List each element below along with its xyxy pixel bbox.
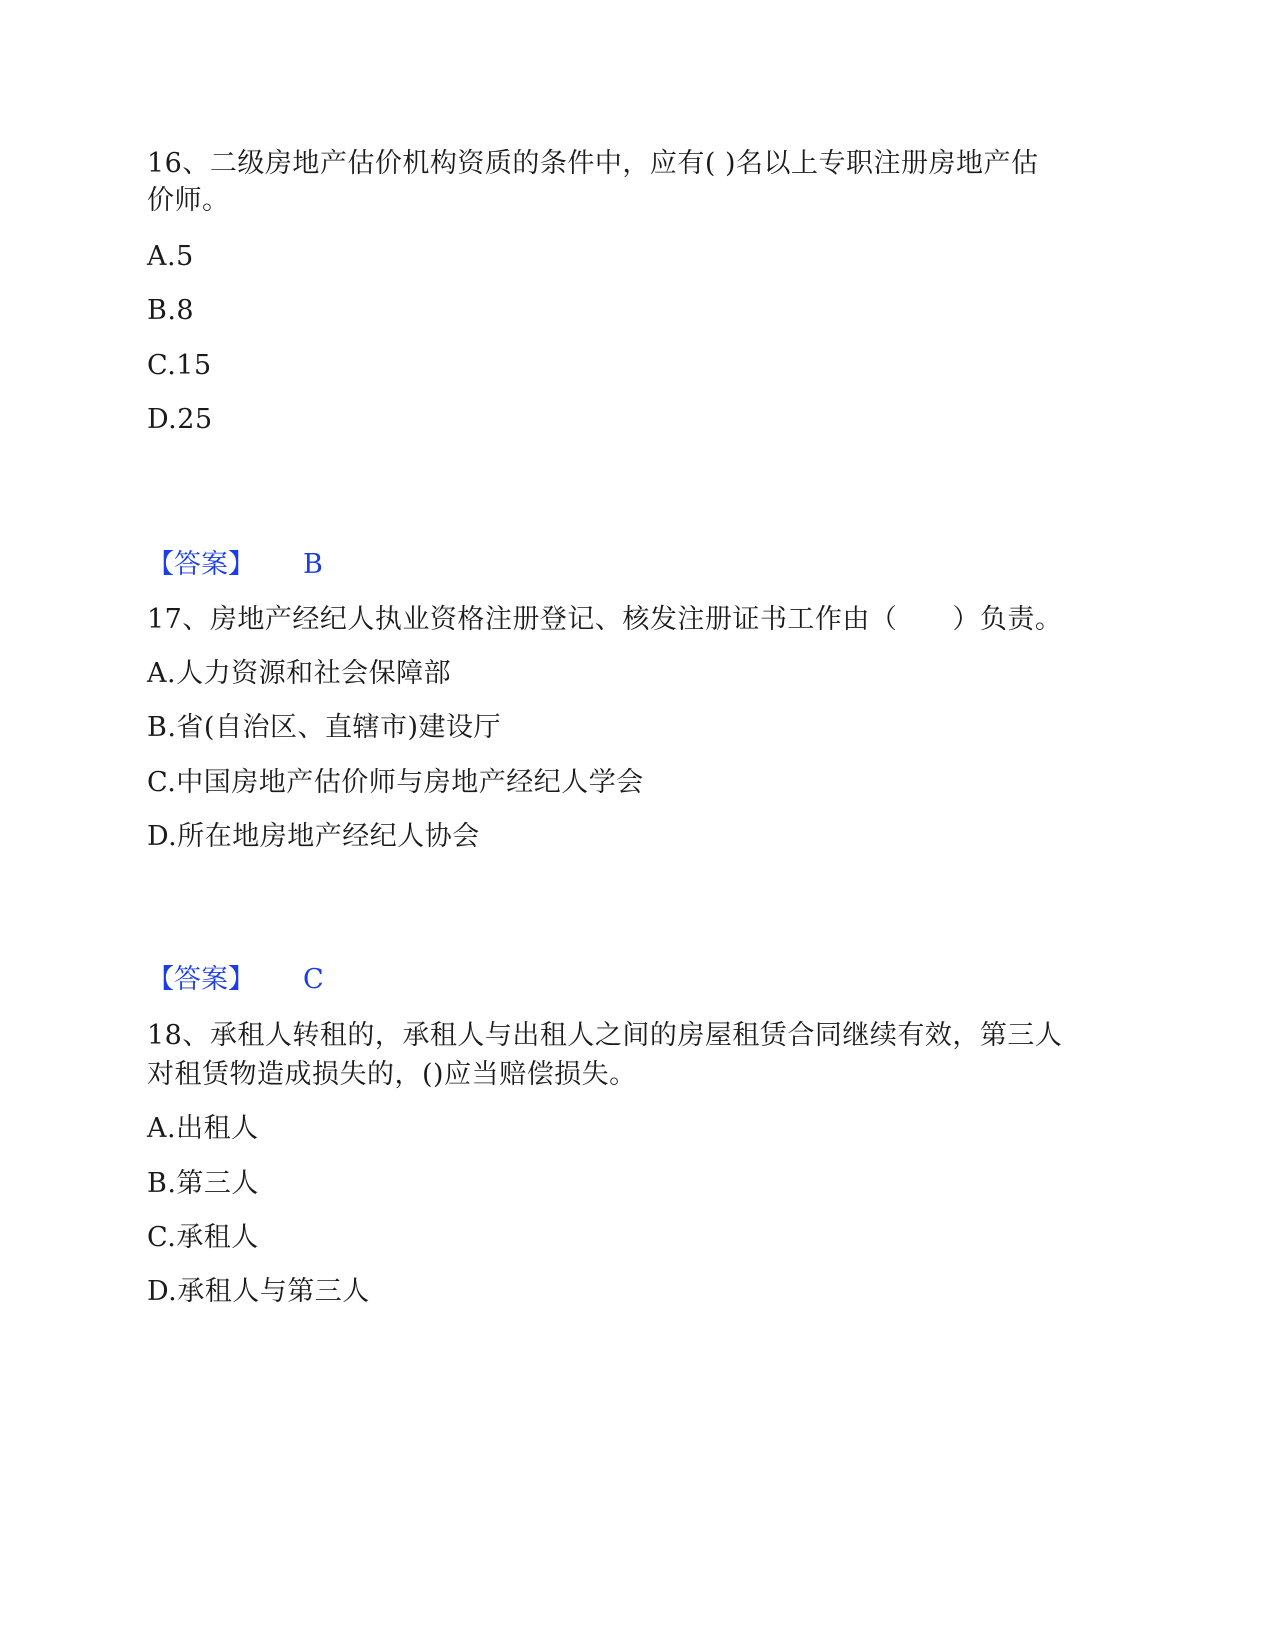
- answer-value: C: [303, 964, 324, 995]
- question-17-option-c: C.中国房地产估价师与房地产经纪人学会: [147, 767, 644, 798]
- question-16-option-a: A.5: [147, 241, 194, 272]
- question-18-option-a: A.出租人: [147, 1113, 259, 1144]
- answer-label: 【答案】: [147, 964, 255, 995]
- question-16-option-c: C.15: [147, 350, 212, 381]
- question-17-option-a: A.人力资源和社会保障部: [147, 658, 452, 689]
- question-16-option-d: D.25: [147, 404, 213, 435]
- question-17-stem-line-1: 17、房地产经纪人执业资格注册登记、核发注册证书工作由（ ）负责。: [147, 604, 1063, 635]
- question-18-option-b: B.第三人: [147, 1168, 259, 1199]
- question-18-option-c: C.承租人: [147, 1222, 259, 1253]
- question-16-option-b: B.8: [147, 295, 195, 326]
- question-17-answer: [147, 961, 324, 999]
- question-16-stem-line-2: 价师。: [147, 185, 230, 216]
- question-18-stem-line-2: 对租赁物造成损失的，()应当赔偿损失。: [147, 1059, 637, 1090]
- question-18-option-d: D.承租人与第三人: [147, 1276, 370, 1307]
- answer-value: B: [303, 549, 323, 580]
- question-16-answer: [147, 546, 323, 584]
- question-17-option-b: B.省(自治区、直辖市)建设厅: [147, 712, 501, 743]
- answer-label: 【答案】: [147, 549, 255, 580]
- question-17-option-d: D.所在地房地产经纪人协会: [147, 821, 480, 852]
- question-18-stem-line-1: 18、承租人转租的，承租人与出租人之间的房屋租赁合同继续有效，第三人: [147, 1020, 1063, 1051]
- question-16-stem-line-1: 16、二级房地产估价机构资质的条件中，应有( )名以上专职注册房地产估: [147, 148, 1039, 179]
